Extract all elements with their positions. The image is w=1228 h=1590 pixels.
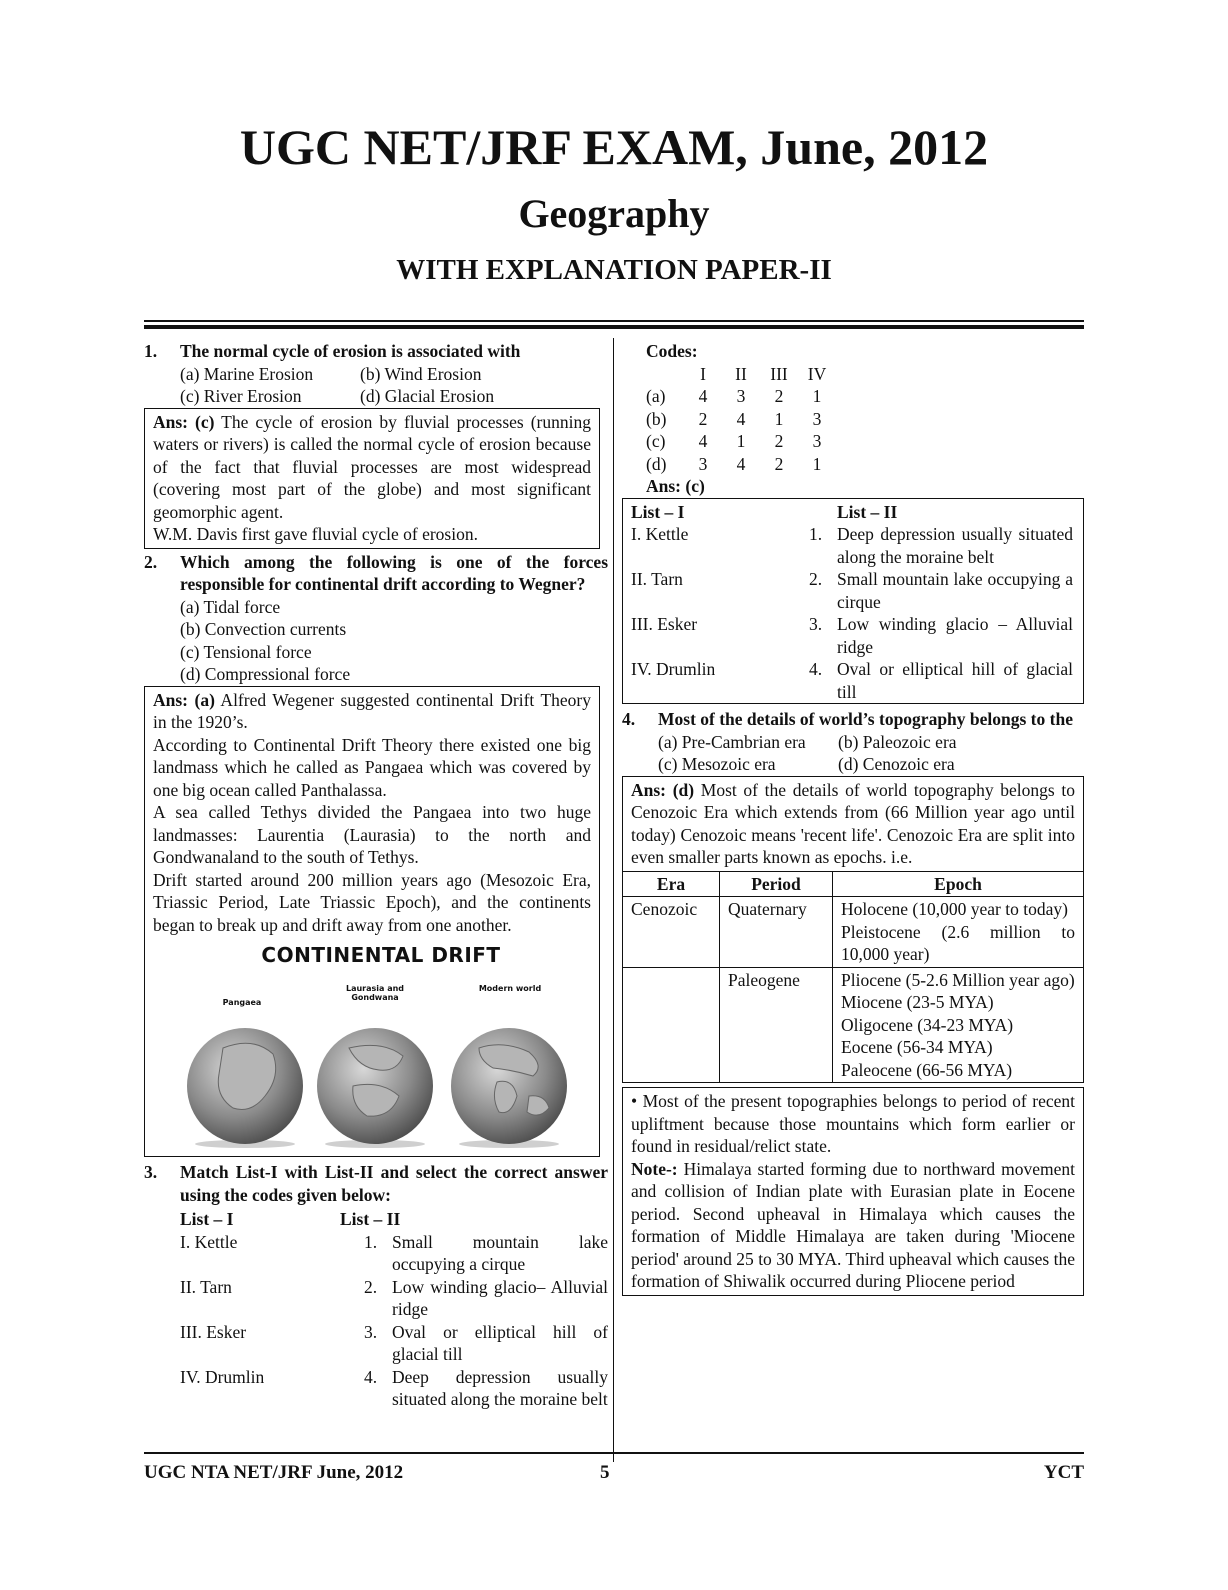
question-text: Match List-I with List-II and select the correct answer using the codes given below: — [180, 1162, 608, 1205]
list-row: II. Tarn 2. Low winding glacio– Alluvial ridge — [180, 1276, 608, 1319]
subject-title: Geography — [518, 191, 710, 236]
paleogene-epochs: Pliocene (5-2.6 Million year ago) Miocene (23-5 MYA) Oligocene (34-23 MYA) Eocene (56-34 MYA) Paleocene (66-56 MYA) — [833, 967, 1084, 1082]
q4-answer-box — [622, 776, 1084, 1084]
answer-text: Alfred Wegener suggested continental Drift Theory in the 1920’s. — [153, 689, 591, 732]
list-row: IV. Drumlin 4. Deep depression usually situated along the moraine belt — [180, 1366, 608, 1409]
code-row-b: (b) 2 4 1 3 — [646, 408, 822, 429]
code-row-a: (a) 4 3 2 1 — [646, 386, 822, 406]
q4-note-box — [622, 1087, 1084, 1296]
question-1 — [144, 340, 608, 363]
globe-illustrations — [153, 936, 609, 1154]
question-number: 3. — [144, 1162, 158, 1182]
globe-label-pangaea: Pangaea — [222, 998, 262, 1007]
answer-list-row: IV. Drumlin 4. Oval or elliptical hill of glacial till — [631, 659, 1073, 702]
page-title: UGC NET/JRF EXAM, June, 2012 — [239, 119, 989, 175]
option-b: (b) Wind Erosion — [360, 363, 482, 384]
q3-codes — [622, 340, 1084, 498]
option-c: (c) River Erosion — [180, 386, 302, 406]
list-header — [144, 1208, 608, 1231]
globe-label-laurasia: Laurasia and Gondwana — [345, 984, 405, 1002]
continental-drift-figure — [153, 936, 609, 1154]
answer-label: Ans: (d) — [631, 779, 695, 800]
option-d: (d) Compressional force — [180, 664, 351, 684]
answer-text: The cycle of erosion by fluvial processes (running waters or rivers) is called the normal cycle of erosion because of the fact that fluvial processes are most widespread (covering most part of the globe) and most significant geomorphic agent. — [153, 411, 591, 522]
answer-paragraph: A sea called Tethys divided the Pangaea into two huge landmasses: Laurentia (Laurasia) to the north and Gondwanaland to the south of Tethys. — [153, 802, 591, 867]
question-4 — [622, 708, 1084, 731]
q2-answer-box — [144, 686, 600, 1158]
option-c: (c) Mesozoic era — [658, 754, 776, 774]
answer-label: Ans: (c) — [153, 411, 215, 432]
codes-label: Codes: — [646, 341, 698, 361]
globe-label-modern: Modern world — [478, 984, 542, 993]
list-row: III. Esker 3. Oval or elliptical hill of glacial till — [180, 1321, 608, 1364]
question-text: Which among the following is one of the forces responsible for continental drift according to Wegner? — [180, 551, 608, 594]
page-number: 5 — [600, 1462, 610, 1483]
option-d: (d) Glacial Erosion — [360, 386, 495, 406]
answer-text: Most of the details of world topography belongs to Cenozoic Era which extends from (66 Million year ago until today) Cenozoic means 'recent life'. Cenozoic Era are split into even smaller parts known as epochs. i.e. — [631, 779, 1075, 867]
answer-paragraph: According to Continental Drift Theory there existed one big landmass which he called as Pangaea which was covered by one big ocean called Panthalassa. — [153, 734, 591, 800]
q3-answer-list-box — [622, 498, 1084, 705]
footer-rule — [144, 1452, 1084, 1454]
footer-right: YCT — [1043, 1462, 1084, 1483]
list-1-header: List – I — [180, 1209, 234, 1229]
answer-label: Ans: (a) — [153, 689, 215, 710]
note-bullet: • Most of the present topographies belongs to period of recent upliftment because those mountains which form earlier or found in residual/relict state. — [631, 1091, 1075, 1156]
q2-options — [144, 596, 608, 686]
question-text: Most of the details of world’s topography belongs to the — [658, 709, 1073, 729]
option-b: (b) Convection currents — [180, 619, 347, 639]
paper-title: WITH EXPLANATION PAPER-II — [396, 254, 832, 286]
header-rule-thick — [144, 325, 1084, 329]
answer-list-row: I. Kettle 1. Deep depression usually situated along the moraine belt — [631, 524, 1073, 567]
question-number: 1. — [144, 341, 158, 361]
option-d: (d) Cenozoic era — [838, 754, 955, 774]
option-a: (a) Marine Erosion — [180, 363, 314, 384]
answer-list-row: II. Tarn 2. Small mountain lake occupying a cirque — [631, 569, 1073, 612]
footer-left: UGC NTA NET/JRF June, 2012 — [144, 1462, 404, 1483]
header-rule-thin — [144, 320, 1084, 322]
option-c: (c) Tensional force — [180, 641, 312, 662]
q3-answer-label: Ans: (c) — [646, 476, 705, 496]
list-2-header: List – II — [340, 1209, 401, 1229]
note-label: Note-: — [631, 1158, 678, 1179]
note-text: Himalaya started forming due to northward movement and collision of Indian plate with Eurasian plate in Eocene period. Second upheaval in Himalaya which causes the formation of Middle Himalaya are taken during 'Miocene period' around 25 to 30 MYA. Third upheaval which causes the formation of Shiwalik occurred during Pliocene period — [631, 1158, 1075, 1291]
question-number: 4. — [622, 709, 636, 729]
answer-extra: W.M. Davis first gave fluvial cycle of erosion. — [153, 524, 478, 544]
q1-answer-box — [144, 408, 600, 549]
answer-list-row: III. Esker 3. Low winding glacio – Alluvial ridge — [631, 614, 1073, 657]
question-3 — [144, 1161, 608, 1206]
question-2 — [144, 551, 608, 596]
era-table: Era Period Epoch Cenozoic Quaternary Holocene (10,000 year to today) Pleistocene (2.6 million to 10,000 year) Paleogene Pliocene (5-2.6 Million year ago) Miocene (23-5 MYA) Oligocene (34-23 MYA) Eocene (56-34 MYA) Paleocene (66-56 MYA) — [623, 871, 1083, 1083]
figure-title: CONTINENTAL DRIFT — [261, 943, 501, 967]
left-column — [144, 340, 608, 1411]
answer-list-header: List – I List – II — [631, 501, 898, 522]
codes-header-row: I II III IV — [700, 363, 827, 384]
question-number: 2. — [144, 551, 158, 572]
q4-options — [622, 731, 1084, 776]
list-row: I. Kettle 1. Small mountain lake occupying a cirque — [180, 1231, 608, 1274]
q1-options — [144, 363, 608, 408]
option-a: (a) Tidal force — [180, 596, 281, 617]
right-column — [622, 340, 1084, 1296]
quaternary-epochs: Holocene (10,000 year to today) Pleistocene (2.6 million to 10,000 year) — [833, 897, 1084, 968]
column-divider — [613, 338, 614, 1462]
code-row-d: (d) 3 4 2 1 — [646, 453, 822, 474]
option-b: (b) Paleozoic era — [838, 731, 957, 752]
answer-paragraph: Drift started around 200 million years ago (Mesozoic Era, Triassic Period, Late Triassic Epoch), and the continents began to break up and drift away from one another. — [153, 869, 591, 935]
question-text: The normal cycle of erosion is associated with — [180, 341, 521, 361]
option-a: (a) Pre-Cambrian era — [658, 731, 806, 752]
code-row-c: (c) 4 1 2 3 — [646, 431, 822, 451]
